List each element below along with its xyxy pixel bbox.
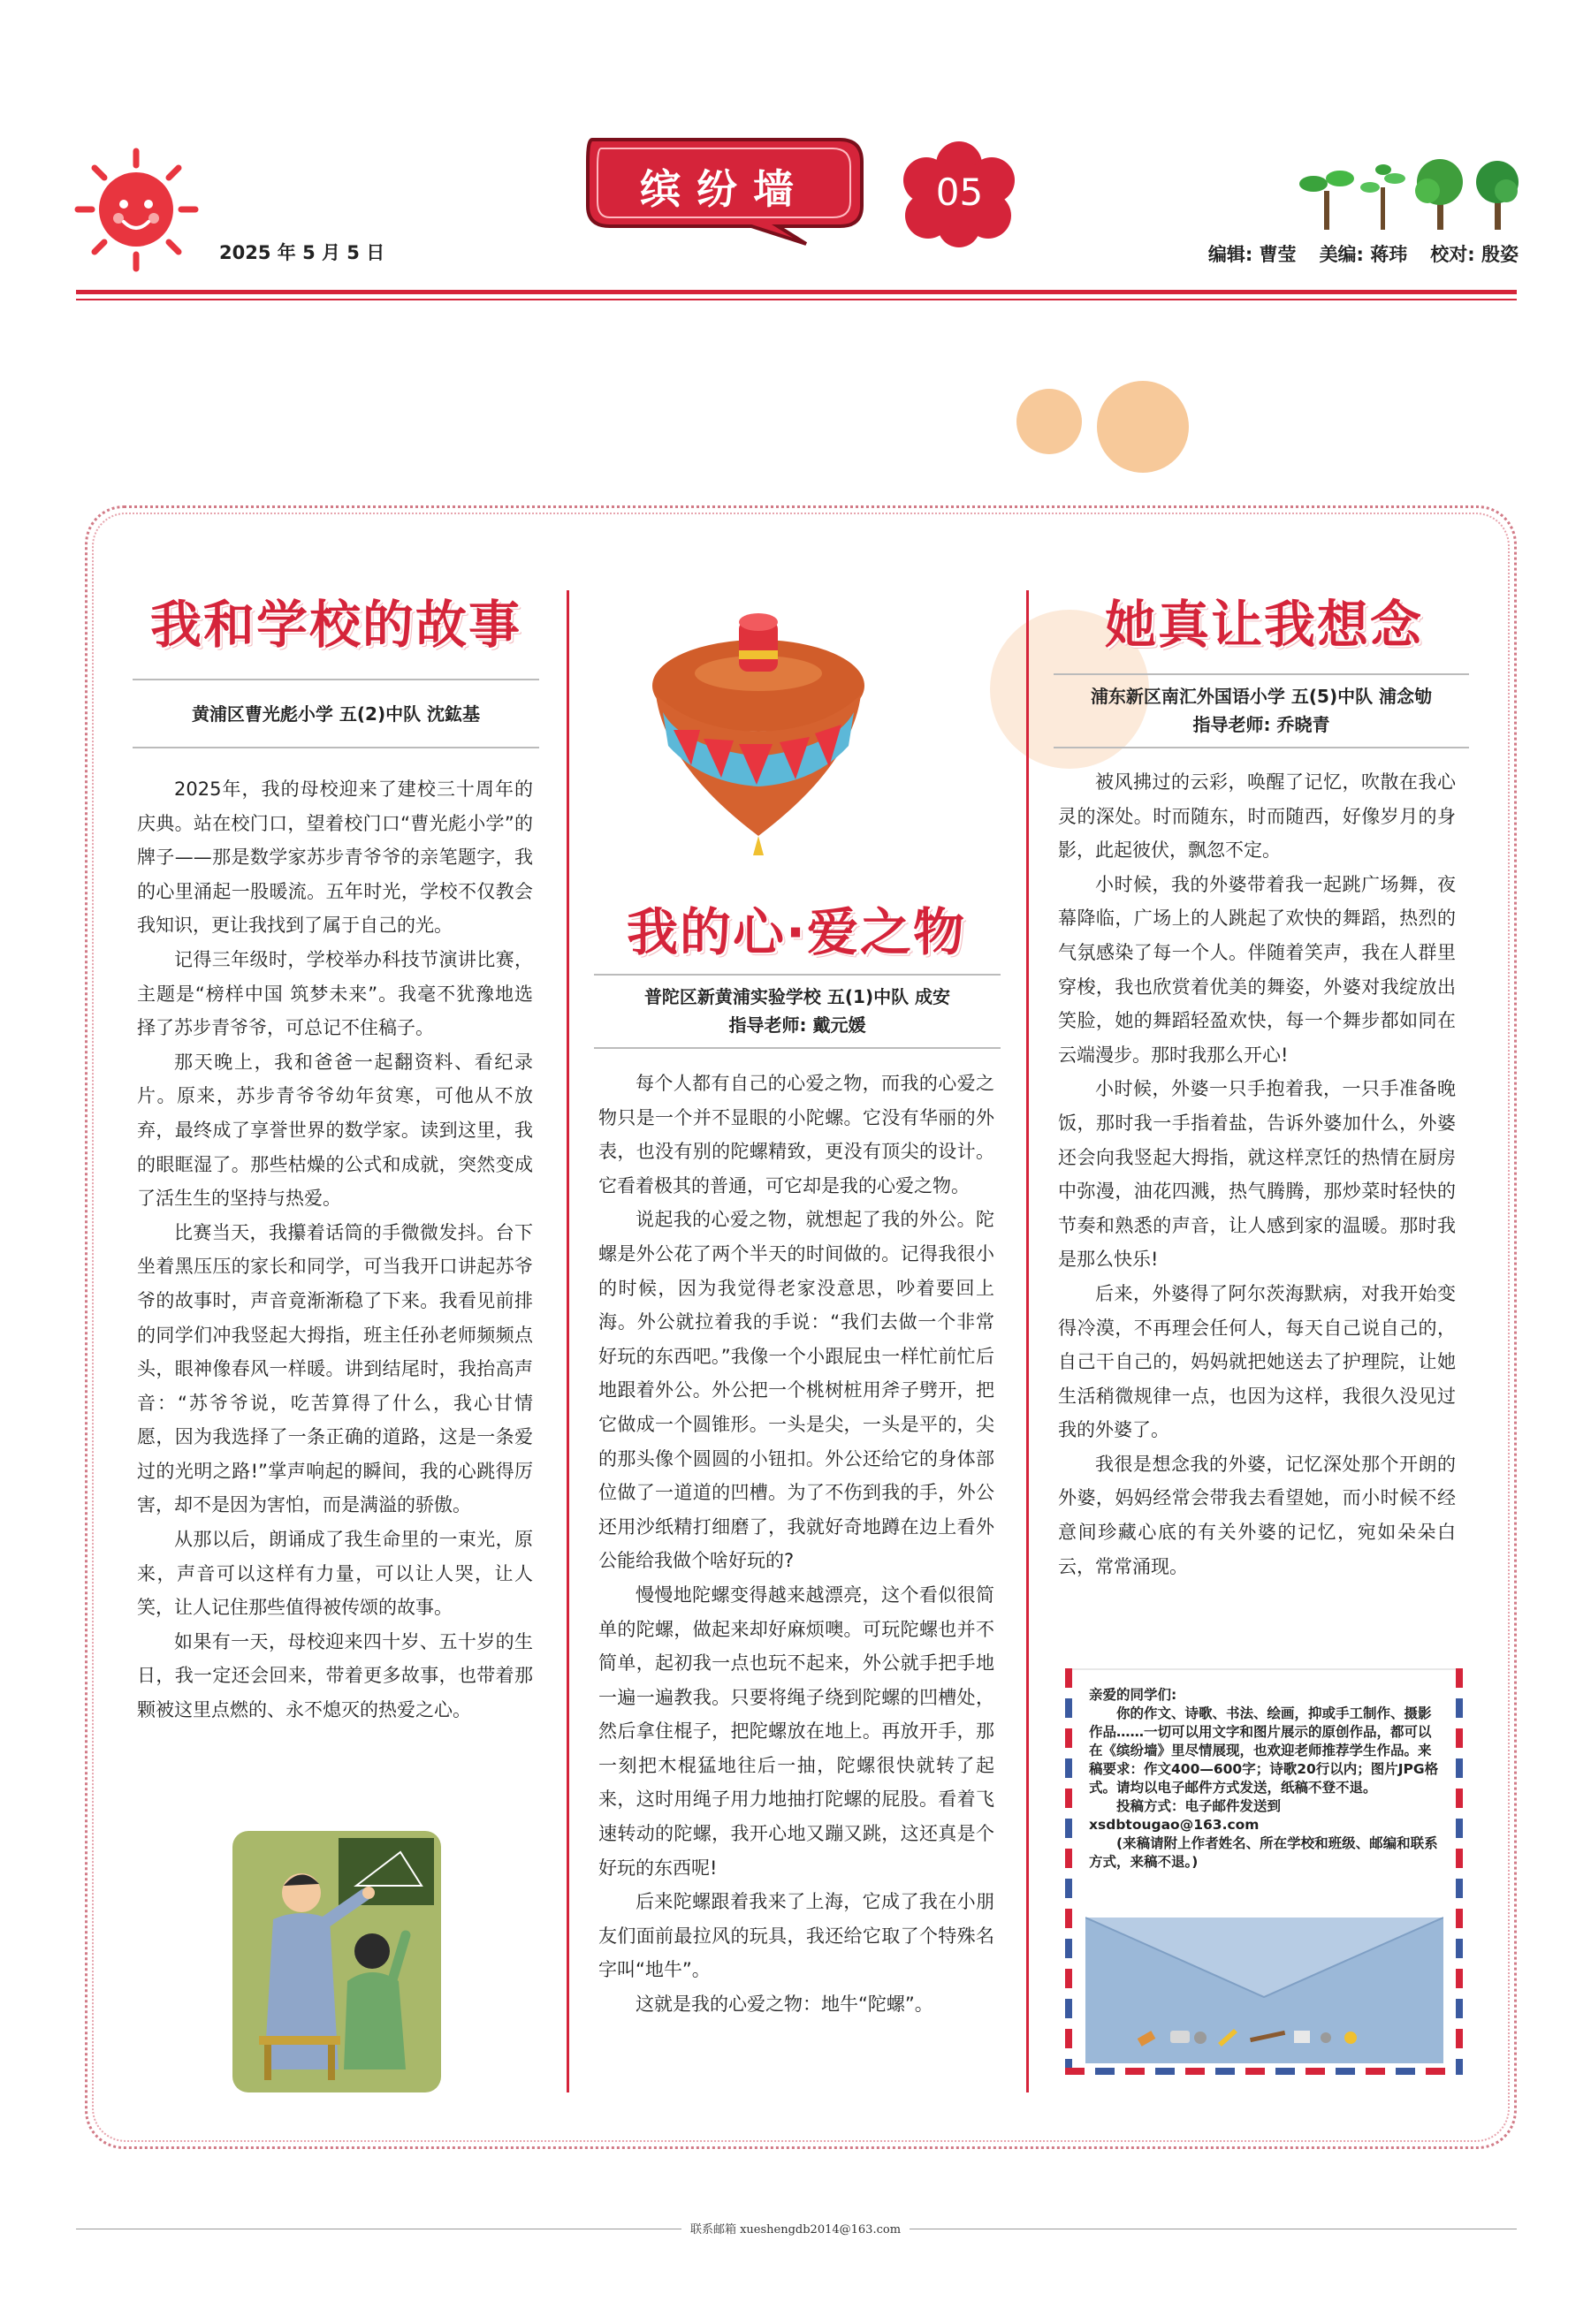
article-1-author: 黄浦区曹光彪小学 五(2)中队 沈鈜基	[191, 703, 481, 725]
article-2-author: 普陀区新黄浦实验学校 五(1)中队 成安	[643, 986, 951, 1007]
article-2-headline: 我的心·爱之物	[626, 902, 967, 962]
paragraph: 比赛当天，我攥着话筒的手微微发抖。台下坐着黑压压的家长和同学，可当我开口讲起苏爷爷的故事时，声音竟渐渐稳了下来。我看见前排的同学们冲我竖起大拇指，班主任孙老师频频点头，眼神像春风一样暖。讲到结尾时，我抬高声音：“苏爷爷说，吃苦算得了什么，我心甘情愿，因为我选择了一条正确的道路，这是一条爱过的光明之路!”掌声响起的瞬间，我的心跳得厉害，却不是因为害怕，而是满溢的骄傲。	[137, 1221, 533, 1516]
article-2-byline-rule-top	[594, 974, 1001, 976]
header-rule-thick	[76, 290, 1517, 294]
credit-proofreader: 校对: 殷姿	[1430, 244, 1519, 265]
spinning-top-illustration	[647, 597, 870, 855]
notice-border-right	[1456, 1668, 1463, 2075]
article-2-byline	[594, 983, 1001, 1039]
article-2-byline-rule-bottom	[594, 1047, 1001, 1049]
paragraph: 小时候，我的外婆带着我一起跳广场舞，夜幕降临，广场上的人跳起了欢快的舞蹈，热烈的气氛感染了每一个人。伴随着笑声，我在人群里穿梭，我也欣赏着优美的舞姿，外婆对我绽放出笑脸，她的舞蹈轻盈欢快，每一个舞步都如同在云端漫步。那时我那么开心!	[1058, 873, 1456, 1066]
paragraph: 2025年，我的母校迎来了建校三十周年的庆典。站在校门口，望着校门口“曹光彪小学”的牌子——那是数学家苏步青爷爷的亲笔题字，我的心里涌起一股暖流。五年时光，学校不仅教会我知识，更让我找到了属于自己的光。	[137, 778, 533, 937]
paragraph: 每个人都有自己的心爱之物，而我的心爱之物只是一个并不显眼的小陀螺。它没有华丽的外表，也没有别的陀螺精致，更没有顶尖的设计。它看着极其的普通，可它却是我的心爱之物。	[598, 1073, 994, 1196]
decorative-circles	[1008, 380, 1220, 504]
paragraph: 这就是我的心爱之物：地牛“陀螺”。	[636, 1994, 933, 2016]
notice-greeting: 亲爱的同学们:	[1089, 1687, 1177, 1703]
paragraph: 记得三年级时，学校举办科技节演讲比赛，主题是“榜样中国 筑梦未来”。我毫不犹豫地选择了苏步青爷爷，可总记不住稿子。	[137, 948, 533, 1039]
article-3-headline: 她真让我想念	[1104, 595, 1423, 655]
notice-border-left	[1065, 1668, 1072, 2075]
paragraph: 说起我的心爱之物，就想起了我的外公。陀螺是外公花了两个半天的时间做的。记得我很小的时候，因为我觉得老家没意思，吵着要回上海。外公就拉着我的手说：“我们去做一个非常好玩的东西吧。”我像一个小跟屁虫一样忙前忙后地跟着外公。外公把一个桃树桩用斧子劈开，把它做成一个圆锥形。一头是尖，一头是平的，尖的那头像个圆圆的小钮扣。外公还给它的身体部位做了一道道的凹槽。为了不伤到我的手，外公还用沙纸精打细磨了，我就好奇地蹲在边上看外公能给我做个啥好玩的?	[598, 1209, 994, 1572]
credit-editor: 编辑: 曹莹	[1207, 244, 1297, 265]
column-divider-right	[1026, 590, 1029, 2092]
article-1-byline-rule-top	[133, 679, 539, 680]
notice-text	[1089, 1686, 1443, 1872]
sun-icon	[72, 146, 201, 274]
notice-contact: 投稿方式：电子邮件发送到xsdbtougao@163.com	[1089, 1798, 1282, 1833]
teacher-illustration	[232, 1831, 441, 2092]
article-3-byline-rule-top	[1054, 673, 1469, 675]
article-1-body	[137, 772, 533, 1728]
article-1-headline: 我和学校的故事	[149, 595, 521, 655]
issue-number: 05	[935, 171, 984, 214]
paragraph: 被风拂过的云彩，唤醒了记忆，吹散在我心灵的深处。时而随东，时而随西，好像岁月的身影，此起彼伏，飘忽不定。	[1058, 771, 1456, 862]
paragraph: 后来陀螺跟着我来了上海，它成了我在小朋友们面前最拉风的玩具，我还给它取了个特殊名字叫“地牛”。	[598, 1891, 994, 1981]
notice-border-bottom	[1065, 2068, 1463, 2075]
paragraph: 如果有一天，母校迎来四十岁、五十岁的生日，我一定还会回来，带着更多故事，也带着那颗被这里点燃的、永不熄灭的热爱之心。	[137, 1630, 533, 1721]
credit-designer: 美编: 蒋玮	[1319, 244, 1408, 265]
article-3-teacher: 指导老师: 乔晓青	[1192, 714, 1330, 735]
footer-contact	[0, 2220, 1591, 2237]
editorial-credits	[1185, 240, 1519, 267]
column-title: 缤纷墙	[640, 165, 810, 213]
trees-icon	[1299, 152, 1529, 232]
paragraph: 那天晚上，我和爸爸一起翻资料、看纪录片。原来，苏步青爷爷幼年贫寒，可他从不放弃，最终成了享誉世界的数学家。读到这里，我的眼眶湿了。那些枯燥的公式和成就，突然变成了活生生的坚持与热爱。	[137, 1051, 533, 1210]
notice-note: (来稿请附上作者姓名、所在学校和班级、邮编和联系方式，来稿不退。)	[1089, 1835, 1438, 1870]
article-1-byline-rule-bottom	[133, 747, 539, 748]
paragraph: 我很是想念我的外婆，记忆深处那个开朗的外婆，妈妈经常会带我去看望她，而小时候不经意间珍藏心底的有关外婆的记忆，宛如朵朵白云，常常涌现。	[1058, 1453, 1456, 1577]
article-2-body	[598, 1067, 994, 2022]
column-divider-left	[567, 590, 569, 2092]
footer-email: 联系邮箱 xueshengdb2014@163.com	[681, 2223, 910, 2237]
paragraph: 慢慢地陀螺变得越来越漂亮，这个看似很简单的陀螺，做起来却好麻烦噢。可玩陀螺也并不简单，起初我一点也玩不起来，外公就手把手地一遍一遍教我。只要将绳子绕到陀螺的凹槽处，然后拿住棍子，把陀螺放在地上。再放开手，那一刻把木棍猛地往后一抽，陀螺很快就转了起来，这时用绳子用力地抽打陀螺的屁股。看着飞速转动的陀螺，我开心地又蹦又跳，这还真是个好玩的东西呢!	[598, 1584, 994, 1879]
article-3-byline-rule-bottom	[1054, 747, 1469, 748]
article-1-byline	[133, 700, 539, 728]
paragraph: 从那以后，朗诵成了我生命里的一束光，原来，声音可以这样有力量，可以让人哭，让人笑，让人记住那些值得被传颂的故事。	[137, 1529, 533, 1619]
envelope-illustration	[1085, 1891, 1443, 2063]
article-3-author: 浦东新区南汇外国语小学 五(5)中队 浦念劬	[1090, 686, 1433, 707]
article-2-teacher: 指导老师: 戴元媛	[728, 1014, 866, 1036]
article-3-byline	[1054, 682, 1469, 739]
paragraph: 后来，外婆得了阿尔茨海默病，对我开始变得冷漠，不再理会任何人，每天自己说自己的，自己干自己的，妈妈就把她送去了护理院，让她生活稍微规律一点，也因为这样，我很久没见过我的外婆了。	[1058, 1282, 1456, 1441]
paragraph: 小时候，外婆一只手抱着我，一只手准备晚饭，那时我一手指着盐，告诉外婆加什么，外婆还会向我竖起大拇指，就这样烹饪的热情在厨房中弥漫，油花四溅，热气腾腾，那炒菜时轻快的节奏和熟悉的声音，让人感到家的温暖。那时我是那么快乐!	[1058, 1078, 1456, 1271]
article-3-body	[1058, 765, 1456, 1584]
issue-date: 2025 年 5 月 5 日	[219, 242, 385, 263]
notice-body: 你的作文、诗歌、书法、绘画，抑或手工制作、摄影作品……一切可以用文字和图片展示的原创作品，都可以在《缤纷墙》里尽情展现，也欢迎老师推荐学生作品。来稿要求：作文400—600字；诗歌20行以内；图片JPG格式。请均以电子邮件方式发送，纸稿不登不退。	[1089, 1705, 1439, 1796]
header-rule-thin	[76, 299, 1517, 300]
